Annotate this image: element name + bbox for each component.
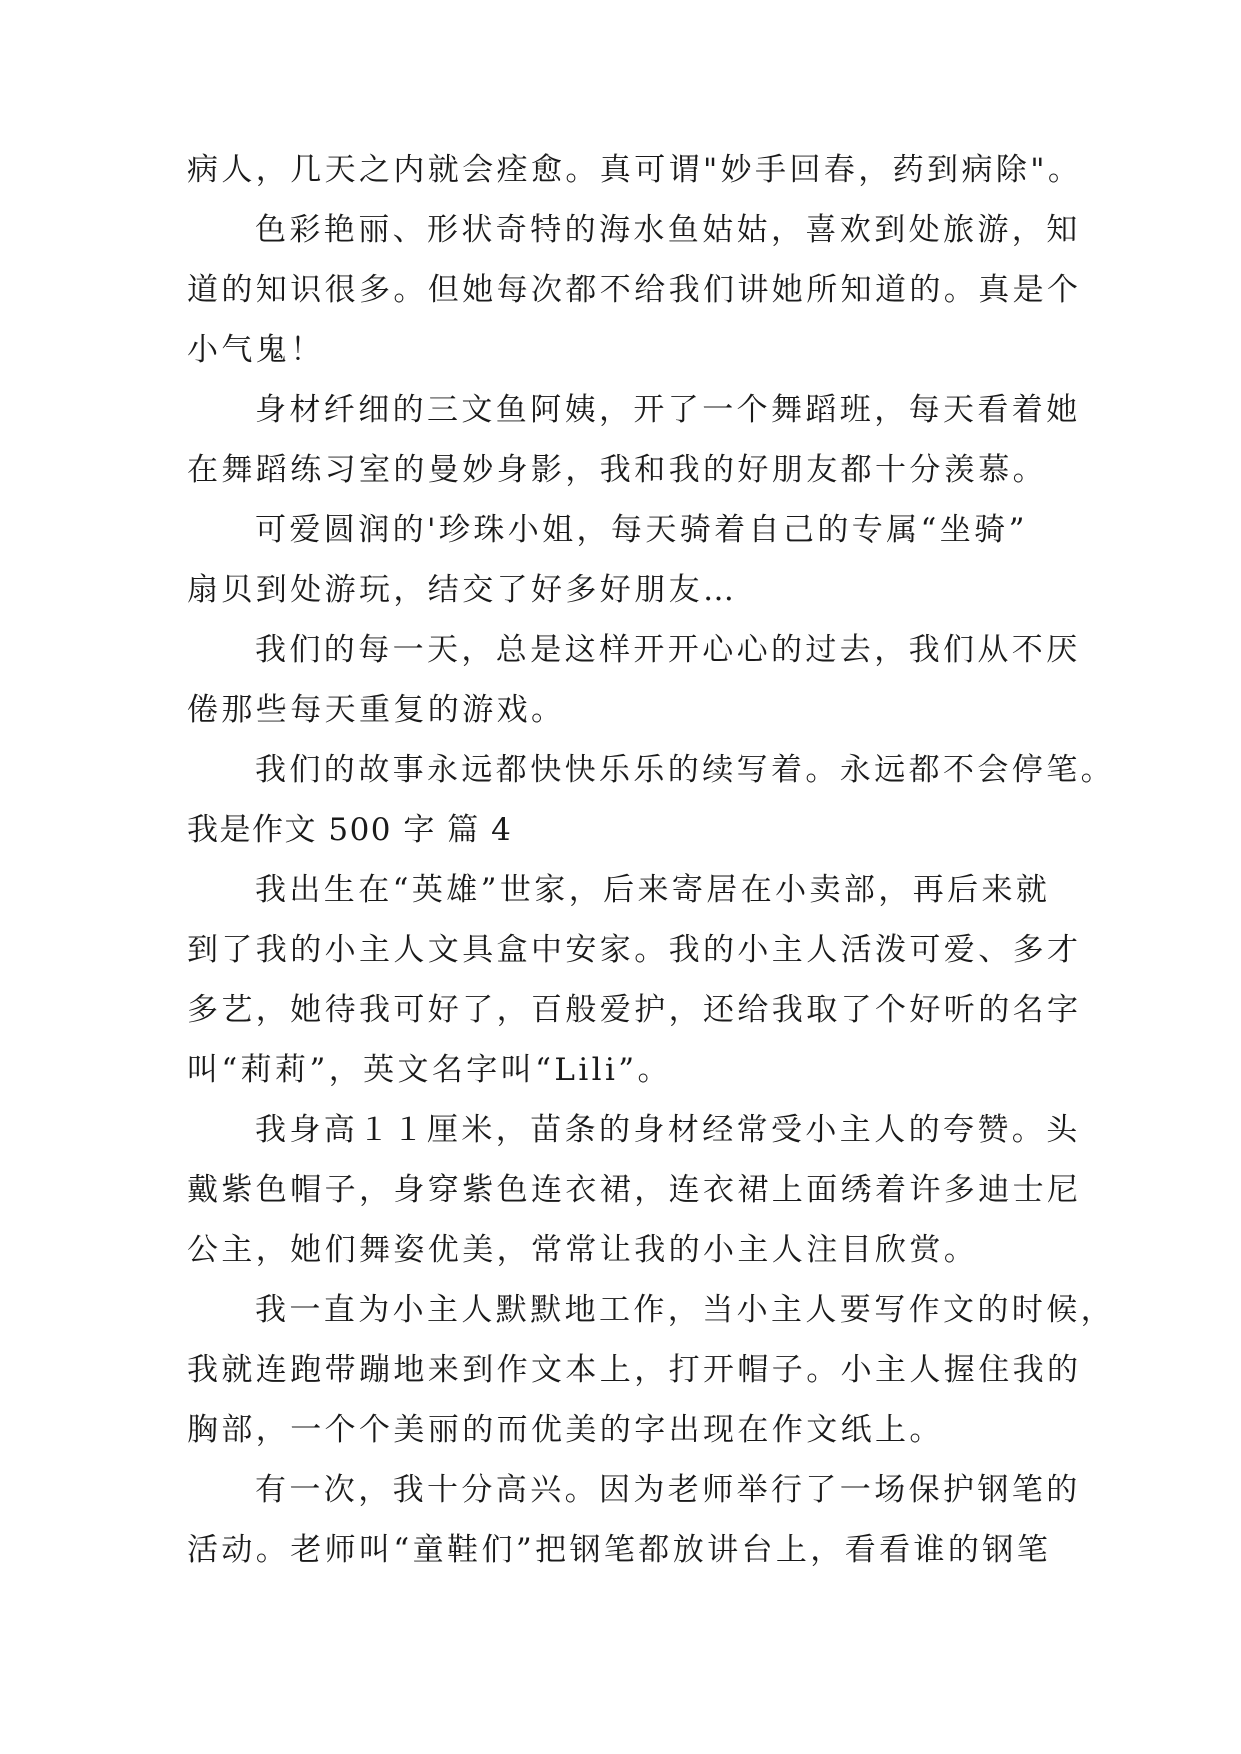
text-line: 倦那些每天重复的游戏。 [187, 692, 566, 728]
paragraph-start-line: 有一次，我十分高兴。因为老师举行了一场保护钢笔的 [255, 1472, 1081, 1508]
text-line: 到了我的小主人文具盒中安家。我的小主人活泼可爱、多才 [187, 932, 1082, 968]
section-heading: 我是作文 500 字 篇 4 [187, 812, 513, 848]
text-line: 叫“莉莉”，英文名字叫“Lili”。 [187, 1052, 672, 1088]
text-line: 多艺，她待我可好了，百般爱护，还给我取了个好听的名字 [187, 992, 1082, 1028]
text-line: 道的知识很多。但她每次都不给我们讲她所知道的。真是个 [187, 272, 1082, 308]
paragraph-start-line: 我一直为小主人默默地工作，当小主人要写作文的时候， [255, 1292, 1115, 1328]
paragraph-start-line: 可爱圆润的'珍珠小姐，每天骑着自己的专属“坐骑” [255, 512, 1028, 548]
text-line: 扇贝到处游玩，结交了好多好朋友… [187, 572, 738, 608]
paragraph-start-line: 色彩艳丽、形状奇特的海水鱼姑姑，喜欢到处旅游，知 [255, 212, 1081, 248]
paragraph-start-line: 我们的故事永远都快快乐乐的续写着。永远都不会停笔。 [255, 752, 1115, 788]
text-line: 活动。老师叫“童鞋们”把钢笔都放讲台上，看看谁的钢笔 [187, 1532, 1052, 1568]
text-line: 在舞蹈练习室的曼妙身影，我和我的好朋友都十分羡慕。 [187, 452, 1047, 488]
text-line: 公主，她们舞姿优美，常常让我的小主人注目欣赏。 [187, 1232, 979, 1268]
paragraph-start-line: 我身高１１厘米，苗条的身材经常受小主人的夸赞。头 [255, 1112, 1081, 1148]
text-line: 我就连跑带蹦地来到作文本上，打开帽子。小主人握住我的 [187, 1352, 1082, 1388]
text-line: 胸部，一个个美丽的而优美的字出现在作文纸上。 [187, 1412, 944, 1448]
paragraph-start-line: 我们的每一天，总是这样开开心心的过去，我们从不厌 [255, 632, 1081, 668]
text-line: 小气鬼！ [187, 332, 325, 368]
document-body [187, 140, 1115, 1580]
text-line: 戴紫色帽子，身穿紫色连衣裙，连衣裙上面绣着许多迪士尼 [187, 1172, 1082, 1208]
paragraph-start-line: 我出生在“英雄”世家，后来寄居在小卖部，再后来就 [255, 872, 1051, 908]
text-line: 病人，几天之内就会痊愈。真可谓"妙手回春，药到病除"。 [187, 152, 1083, 188]
paragraph-start-line: 身材纤细的三文鱼阿姨，开了一个舞蹈班，每天看着她 [255, 392, 1081, 428]
